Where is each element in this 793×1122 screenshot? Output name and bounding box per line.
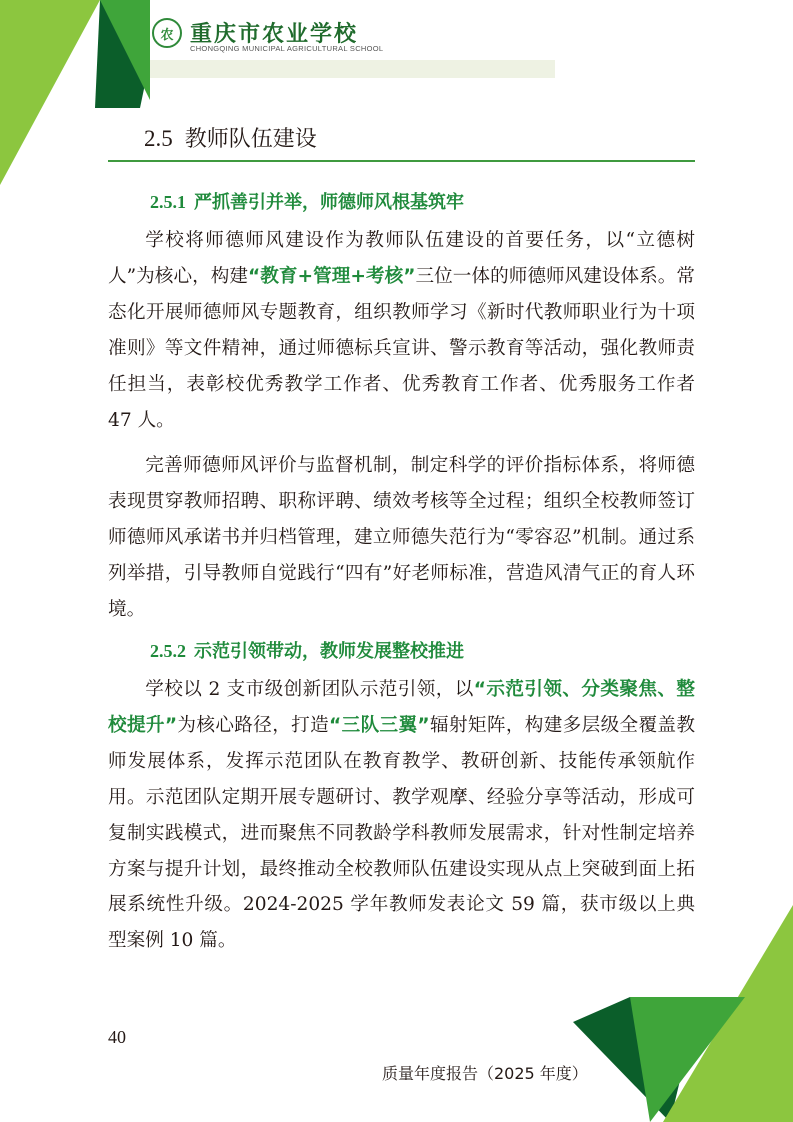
subsection-number: 2.5.2 (150, 641, 186, 661)
logo-mark: 农 (160, 27, 174, 43)
subsection-number: 2.5.1 (150, 192, 186, 212)
highlight-text: “教育+管理+考核” (247, 265, 416, 287)
section-title (144, 122, 317, 153)
section-number: 2.5 (144, 126, 173, 151)
subsection-heading-2 (150, 637, 464, 663)
page-number: 40 (108, 1027, 126, 1047)
paragraph (108, 672, 695, 959)
school-name-en: CHONGQING MUNICIPAL AGRICULTURAL SCHOOL (190, 44, 384, 53)
paragraph (108, 223, 695, 438)
paragraph: 完善师德师风评价与监督机制，制定科学的评价指标体系，将师德表现贯穿教师招聘、职称评聘、绩效考核等全过程；组织全校教师签订师德师风承诺书并归档管理，建立师德失范行为“零容忍”机制。通过系列举措，引导教师自觉践行“四有”好老师标准，营造风清气正的育人环境。 (108, 455, 695, 620)
section-divider (108, 160, 695, 162)
paragraph-text: 学校以 2 支市级创新团队示范引领，以 (145, 679, 474, 700)
section-title-text: 教师队伍建设 (184, 127, 317, 152)
subsection-title: 严抓善引并举，师德师风根基筑牢 (194, 192, 464, 213)
header-band (150, 60, 555, 78)
paragraph-text: 辐射矩阵，构建多层级全覆盖教师发展体系，发挥示范团队在教育教学、教研创新、技能传承领航作用。示范团队定期开展专题研讨、教学观摩、经验分享等活动，形成可复制实践模式，进而聚焦不同教龄学科教师发展需求，针对性制定培养方案与提升计划，最终推动全校教师队伍建设实现从点上突破到面上拓展系统性升级。2024-2025 学年教师发表论文 59 篇，获市级以上典型案例 10 篇。 (108, 714, 695, 952)
subsection-title: 示范引领带动，教师发展整校推进 (194, 641, 464, 662)
subsection-heading-1 (150, 188, 464, 214)
school-logo (152, 18, 182, 48)
paragraph-text: 三位一体的师德师风建设体系。常态化开展师德师风专题教育，组织教师学习《新时代教师职业行为十项准则》等文件精神，通过师德标兵宣讲、警示教育等活动，强化教师责任担当，表彰校优秀教学工作者、优秀教育工作者、优秀服务工作者 47 人。 (108, 265, 695, 431)
paragraph-text: 为核心路径，打造 (177, 714, 330, 736)
paragraph-text: 学校将师德师风建设作为教师队伍建设的首要任务，以“立德树人”为核心，构建 (108, 230, 695, 287)
highlight-text: “三队三翼” (329, 714, 430, 736)
footer-report-title: 质量年度报告（2025 年度） (382, 1064, 588, 1083)
highlight-text: “示范引领、分类聚焦、整校提升” (108, 679, 695, 736)
school-name-cn: 重庆市农业学校 (190, 22, 359, 47)
top-left-light-triangle (0, 0, 100, 185)
